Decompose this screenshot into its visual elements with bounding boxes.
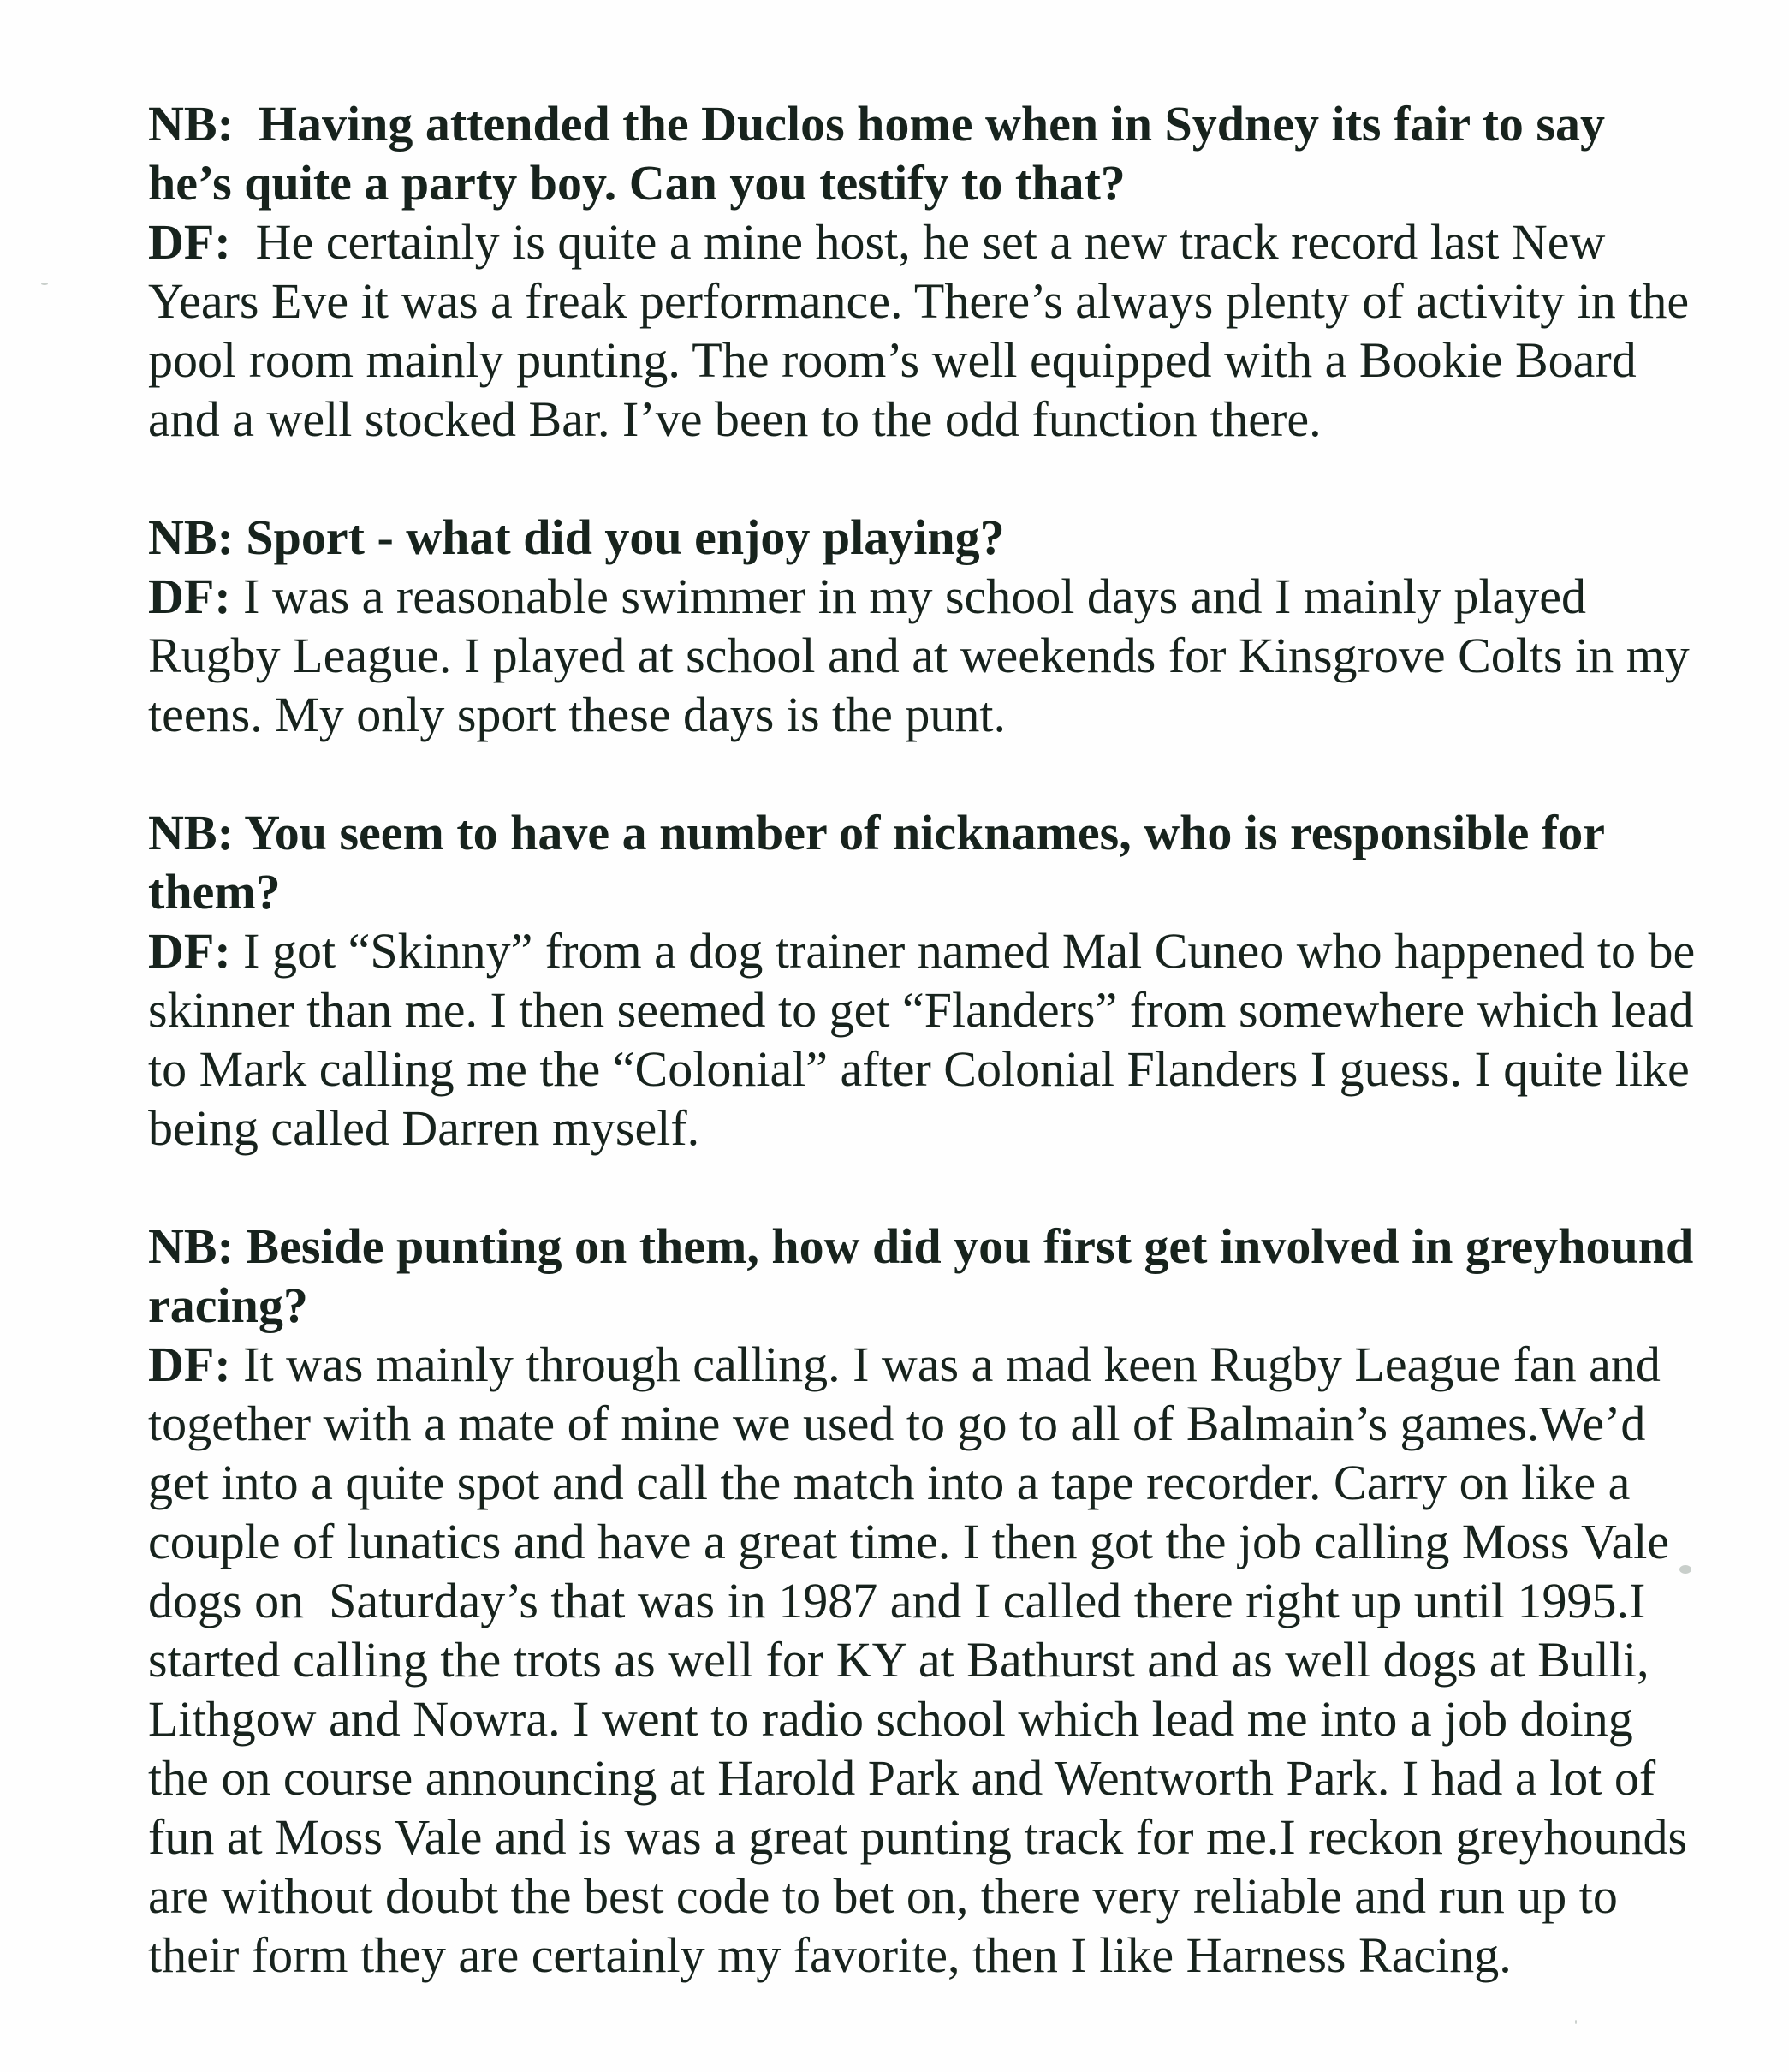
speaker-label: DF: [148,214,231,270]
question [148,94,1757,212]
answer-text: I was a reasonable swimmer in my school days and I mainly played [230,569,1586,624]
answer-line: and a well stocked Bar. I’ve been to the odd function there. [148,391,1322,447]
question-line: racing? [148,1277,308,1333]
answer-line: couple of lunatics and have a great time. I then got the job calling Moss Vale [148,1514,1670,1569]
answer-line: their form they are certainly my favorite, then I like Harness Racing. [148,1927,1512,1983]
answer-first-line [148,567,1757,626]
scan-speck [1575,2020,1577,2024]
answer [148,567,1757,744]
answer-first-line [148,1335,1757,1394]
answer-line: fun at Moss Vale and is was a great punting track for me.I reckon greyhounds [148,1809,1688,1865]
answer [148,921,1757,1158]
answer-line: Lithgow and Nowra. I went to radio school which lead me into a job doing [148,1691,1633,1747]
answer [148,212,1757,449]
interview-transcript [148,94,1757,2044]
answer-line: started calling the trots as well for KY at Bathurst and as well dogs at Bulli, [148,1632,1649,1688]
question-line: NB: Having attended the Duclos home when in Sydney its fair to say [148,96,1605,152]
qa-section [148,508,1757,744]
answer-line: Years Eve it was a freak performance. There’s always plenty of activity in the [148,273,1690,329]
speaker-label: DF: [148,569,231,624]
answer-first-line [148,212,1757,271]
question-line: NB: Beside punting on them, how did you first get involved in greyhound [148,1218,1694,1274]
answer-line: pool room mainly punting. The room’s well equipped with a Bookie Board [148,332,1637,388]
answer-line: get into a quite spot and call the match into a tape recorder. Carry on like a [148,1455,1631,1510]
qa-section [148,803,1757,1158]
question-line: NB: Sport - what did you enjoy playing? [148,509,1005,565]
answer-line: skinner than me. I then seemed to get “Flanders” from somewhere which lead [148,982,1694,1038]
answer-line: the on course announcing at Harold Park and Wentworth Park. I had a lot of [148,1750,1656,1806]
answer-line: Rugby League. I played at school and at weekends for Kinsgrove Colts in my [148,628,1690,683]
answer-line: being called Darren myself. [148,1100,700,1156]
answer-line: are without doubt the best code to bet on, there very reliable and run up to [148,1868,1618,1924]
answer-line: dogs on Saturday’s that was in 1987 and I called there right up until 1995.I [148,1573,1646,1628]
question-line: them? [148,864,281,920]
question-line: NB: You seem to have a number of nicknames, who is responsible for [148,805,1605,860]
answer-text: It was mainly through calling. I was a mad keen Rugby League fan and [230,1337,1661,1392]
question-line: he’s quite a party boy. Can you testify to that? [148,155,1126,211]
answer-first-line [148,921,1757,980]
qa-section [148,94,1757,449]
speaker-label: DF: [148,923,231,979]
answer-line: together with a mate of mine we used to go to all of Balmain’s games.We’d [148,1396,1646,1451]
answer-text: I got “Skinny” from a dog trainer named Mal Cuneo who happened to be [230,923,1696,979]
scan-speck [1679,1565,1691,1574]
answer-text: He certainly is quite a mine host, he set a new track record last New [230,214,1606,270]
answer-line: to Mark calling me the “Colonial” after Colonial Flanders I guess. I quite like [148,1041,1690,1097]
answer-line: teens. My only sport these days is the punt. [148,687,1007,742]
question [148,508,1757,567]
qa-section [148,1217,1757,1985]
speaker-label: DF: [148,1337,231,1392]
question [148,803,1757,921]
answer [148,1335,1757,1985]
question [148,1217,1757,1335]
scan-speck [41,283,48,285]
